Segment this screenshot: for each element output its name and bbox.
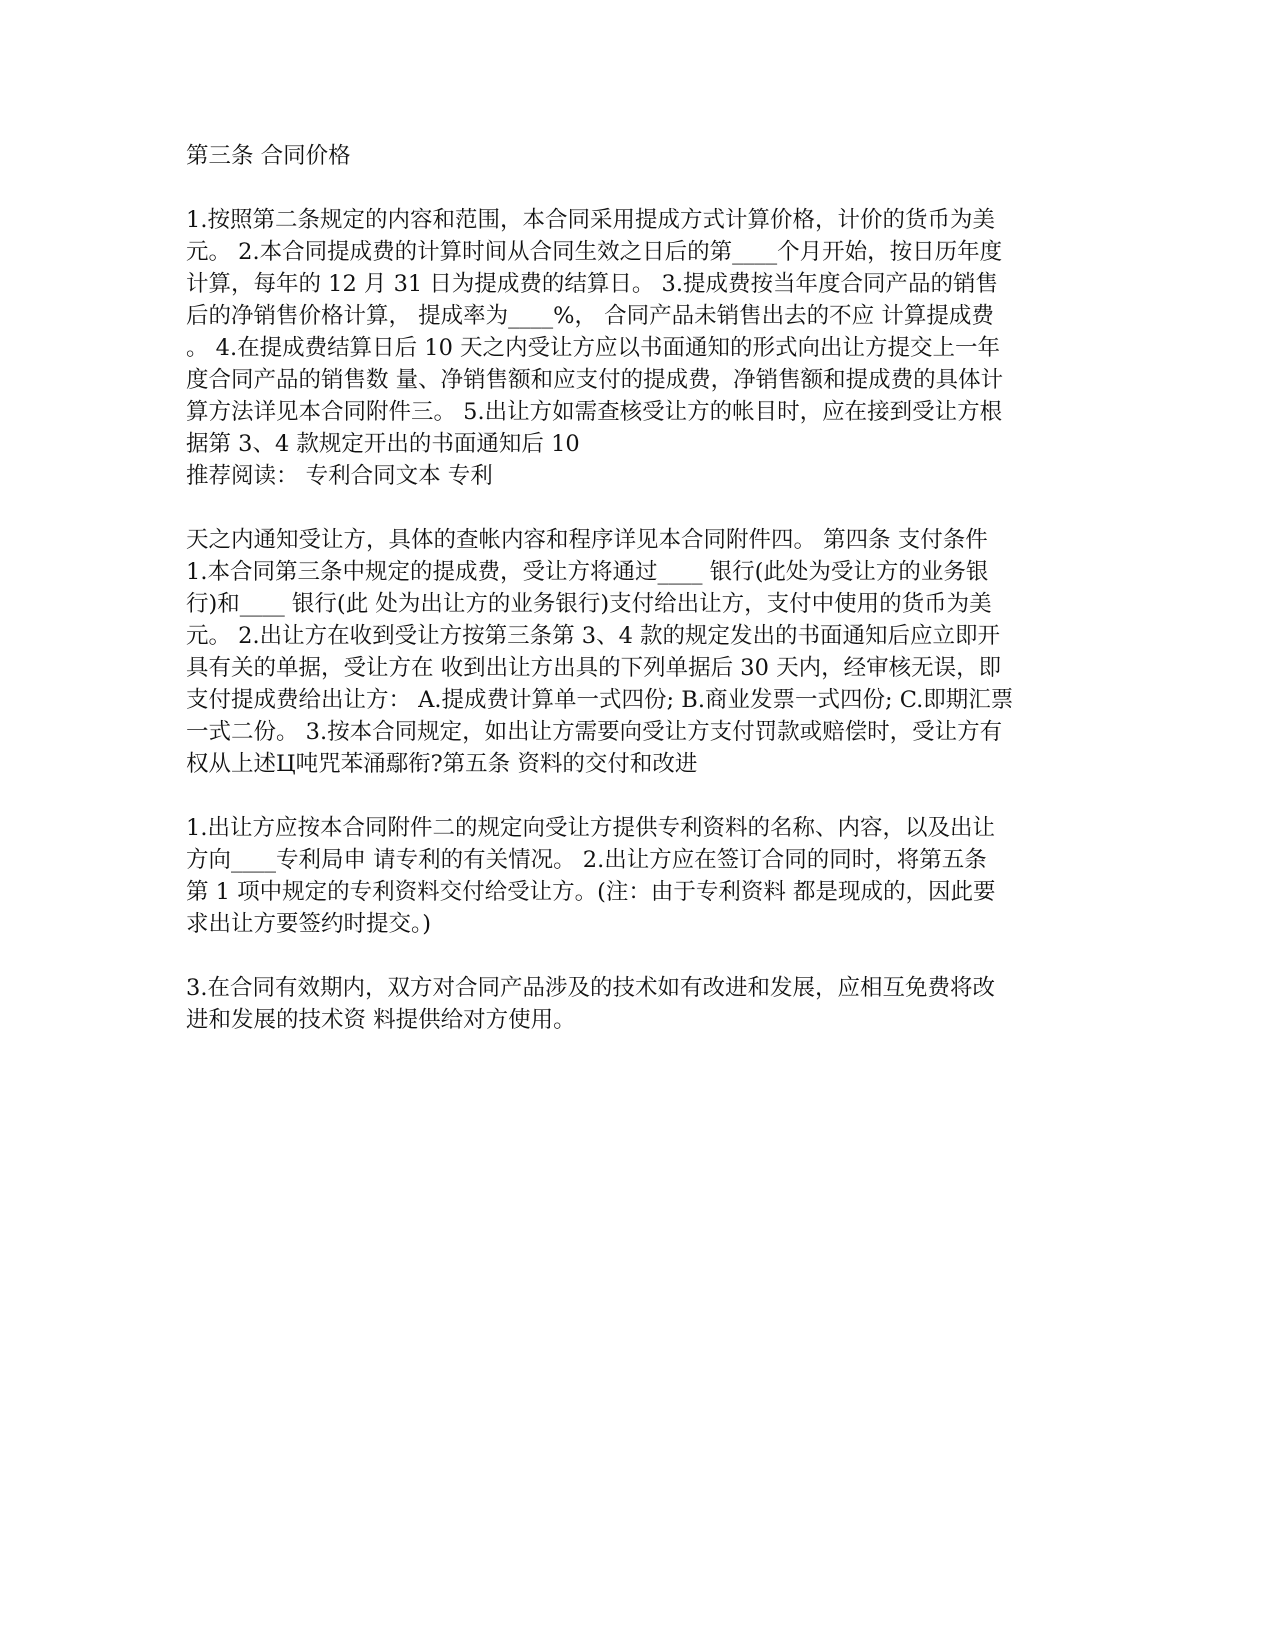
text-line: 具有关的单据，受让方在 收到出让方出具的下列单据后 30 天内，经审核无误，即	[186, 655, 1002, 681]
recommended-reading: 推荐阅读： 专利合同文本 专利	[186, 463, 493, 489]
text-line: 计算，每年的 12 月 31 日为提成费的结算日。 3.提成费按当年度合同产品的销售	[186, 271, 998, 297]
text-line: 求出让方要签约时提交。)	[186, 911, 432, 937]
text-line: 行)和____ 银行(此 处为出让方的业务银行)支付给出让方，支付中使用的货币为美	[186, 591, 992, 617]
section-heading: 第三条 合同价格	[186, 143, 351, 169]
text-line: 一式二份。 3.按本合同规定，如出让方需要向受让方支付罚款或赔偿时，受让方有	[186, 719, 1003, 745]
text-line: 进和发展的技术资 料提供给对方使用。	[186, 1007, 576, 1033]
text-line: 1.本合同第三条中规定的提成费，受让方将通过____ 银行(此处为受让方的业务银	[186, 559, 989, 585]
text-line: 据第 3、4 款规定开出的书面通知后 10	[186, 431, 580, 457]
text-line: 1.按照第二条规定的内容和范围，本合同采用提成方式计算价格，计价的货币为美	[186, 207, 995, 233]
paragraph-document-delivery	[186, 812, 1086, 940]
text-line: 度合同产品的销售数 量、净销售额和应支付的提成费，净销售额和提成费的具体计	[186, 367, 1004, 393]
text-line: 1.出让方应按本合同附件二的规定向受让方提供专利资料的名称、内容，以及出让	[186, 815, 995, 841]
paragraph-contract-price	[186, 204, 1086, 460]
text-line: 支付提成费给出让方： A.提成费计算单一式四份; B.商业发票一式四份; C.即期汇票	[186, 687, 1014, 713]
paragraph-gap	[186, 940, 1086, 972]
text-line: 元。 2.本合同提成费的计算时间从合同生效之日后的第____个月开始，按日历年度	[186, 239, 1003, 265]
text-line: 元。 2.出让方在收到受让方按第三条第 3、4 款的规定发出的书面通知后应立即开	[186, 623, 1001, 649]
paragraph-gap	[186, 492, 1086, 524]
text-line: 。 4.在提成费结算日后 10 天之内受让方应以书面通知的形式向出让方提交上一年	[186, 335, 1001, 361]
text-line: 3.在合同有效期内，双方对合同产品涉及的技术如有改进和发展，应相互免费将改	[186, 975, 995, 1001]
paragraph-gap	[186, 172, 1086, 204]
text-line: 算方法详见本合同附件三。 5.出让方如需查核受让方的帐目时，应在接到受让方根	[186, 399, 1003, 425]
document-body	[186, 140, 1086, 1036]
text-line: 权从上述Ц吨咒苯涌鄢衔?第五条 资料的交付和改进	[186, 751, 698, 777]
text-line: 第 1 项中规定的专利资料交付给受让方。(注：由于专利资料 都是现成的，因此要	[186, 879, 996, 905]
text-line: 方向____专利局申 请专利的有关情况。 2.出让方应在签订合同的同时，将第五条	[186, 847, 987, 873]
paragraph-payment-terms	[186, 524, 1086, 780]
text-line: 天之内通知受让方，具体的查帐内容和程序详见本合同附件四。 第四条 支付条件	[186, 527, 988, 553]
paragraph-improvements	[186, 972, 1086, 1036]
text-line: 后的净销售价格计算， 提成率为____%， 合同产品未销售出去的不应 计算提成费	[186, 303, 994, 329]
paragraph-gap	[186, 780, 1086, 812]
